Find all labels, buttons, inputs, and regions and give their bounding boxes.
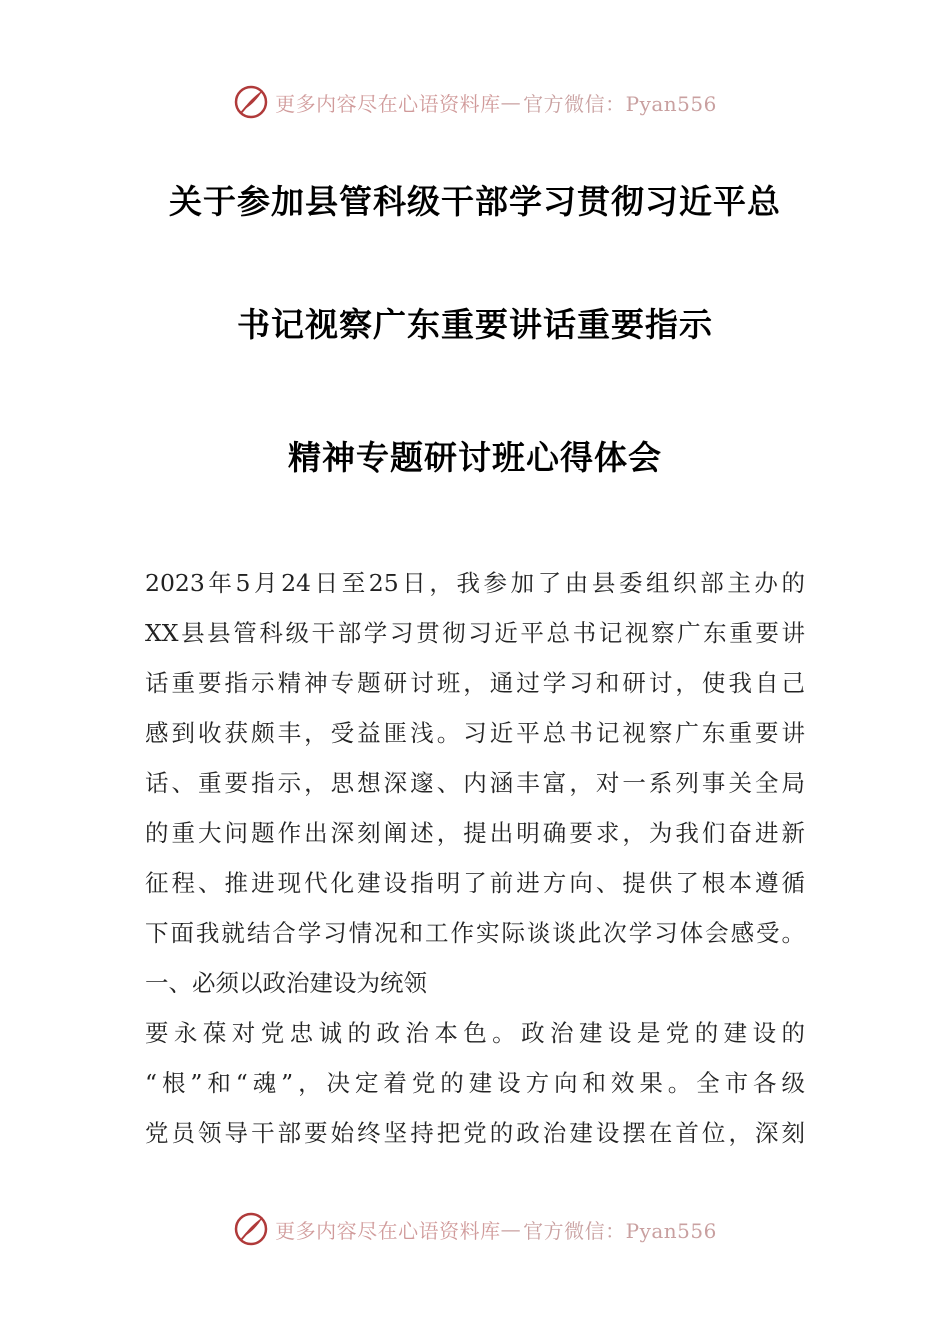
watermark-separator: —	[500, 1217, 522, 1241]
title-line-1: 关于参加县管科级干部学习贯彻习近平总	[169, 182, 781, 221]
paragraph-line: 2023年5月24日至25日，我参加了由县委组织部主办的	[145, 569, 805, 597]
quill-circle-icon	[233, 1211, 269, 1247]
paragraph-line: 话、重要指示，思想深邃、内涵丰富，对一系列事关全局	[145, 769, 805, 797]
paragraph-line: 感到收获颇丰，受益匪浅。习近平总书记视察广东重要讲	[145, 719, 805, 747]
paragraph-political	[145, 1008, 805, 1158]
watermark-banner-top	[0, 80, 950, 124]
paragraph-line: 党员领导干部要始终坚持把党的政治建设摆在首位，深刻	[145, 1119, 805, 1147]
title-line-2: 书记视察广东重要讲话重要指示	[237, 305, 713, 344]
watermark-separator: —	[500, 90, 522, 114]
paragraph-line: 征程、推进现代化建设指明了前进方向、提供了根本遵循	[145, 869, 805, 897]
watermark-brand: 更多内容尽在心语资料库	[275, 1218, 501, 1243]
paragraph-intro	[145, 558, 805, 958]
paragraph-line: XX县县管科级干部学习贯彻习近平总书记视察广东重要讲	[145, 619, 805, 647]
watermark-wechat: 官方微信：Pyan556	[523, 1218, 717, 1243]
paragraph-line: 下面我就结合学习情况和工作实际谈谈此次学习体会感受。	[145, 919, 805, 947]
watermark-brand: 更多内容尽在心语资料库	[275, 91, 501, 116]
section-heading	[145, 958, 805, 1008]
paragraph-line: 的重大问题作出深刻阐述，提出明确要求，为我们奋进新	[145, 819, 805, 847]
quill-circle-icon	[233, 84, 269, 120]
paragraph-line: “根”和“魂”，决定着党的建设方向和效果。全市各级	[145, 1069, 805, 1097]
watermark-banner-bottom	[0, 1207, 950, 1251]
watermark-wechat: 官方微信：Pyan556	[523, 91, 717, 116]
section-heading-text: 一、必须以政治建设为统领	[145, 969, 427, 997]
title-line-3: 精神专题研讨班心得体会	[288, 438, 662, 477]
paragraph-line: 要永葆对党忠诚的政治本色。政治建设是党的建设的	[145, 1019, 805, 1047]
paragraph-line: 话重要指示精神专题研讨班，通过学习和研讨，使我自己	[145, 669, 805, 697]
